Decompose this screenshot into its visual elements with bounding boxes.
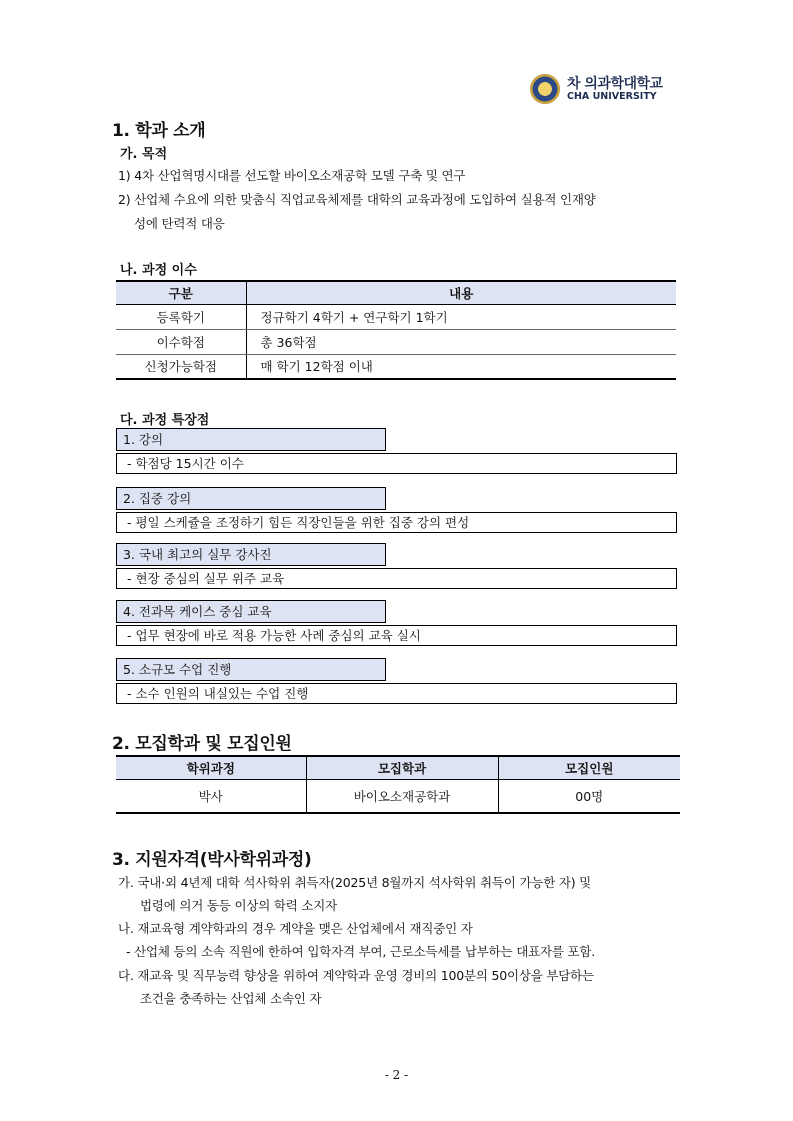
- table-cell: 바이오소재공학과: [306, 779, 498, 813]
- feature-desc: - 업무 현장에 바로 적용 가능한 사례 중심의 교육 실시: [116, 625, 677, 646]
- purpose-item-2-line1: 2) 산업체 수요에 의한 맞춤식 직업교육체제를 대학의 교육과정에 도입하여 실용적 인재양: [118, 192, 596, 207]
- table-cell: 신청가능학점: [116, 354, 246, 379]
- table-header-row: [116, 281, 676, 304]
- table-row: [116, 304, 676, 329]
- table-row: [116, 354, 676, 379]
- table-header-row: [116, 756, 680, 779]
- eligibility-line: - 산업체 등의 소속 직원에 한하여 입학자격 부여, 근로소득세를 납부하는 대표자를 포함.: [126, 944, 595, 959]
- feature-title: 1. 강의: [116, 428, 386, 451]
- logo-name-english: CHA UNIVERSITY: [567, 91, 657, 102]
- university-seal-icon: [530, 74, 560, 104]
- table-cell: 매 학기 12학점 이내: [260, 359, 373, 375]
- section3-title: 3. 지원자격(박사학위과정): [112, 850, 312, 870]
- feature-desc: - 학점당 15시간 이수: [116, 453, 677, 474]
- table-cell: 정규학기 4학기 + 연구학기 1학기: [246, 304, 676, 329]
- eligibility-line: 나. 재교육형 계약학과의 경우 계약을 맺은 산업체에서 재직중인 자: [118, 921, 473, 936]
- eligibility-line: 가. 국내·외 4년제 대학 석사학위 취득자(2025년 8월까지 석사학위 취득이 가능한 자) 및: [118, 875, 592, 890]
- table-cell: 이수학점: [116, 329, 246, 354]
- table-header: 모집인원: [498, 756, 680, 779]
- feature-title: 4. 전과목 케이스 중심 교육: [116, 600, 386, 623]
- course-heading: 나. 과정 이수: [120, 263, 197, 278]
- section1-title: 1. 학과 소개: [112, 121, 206, 141]
- feature-desc: - 소수 인원의 내실있는 수업 진행: [116, 683, 677, 704]
- table-cell: 박사: [116, 779, 306, 813]
- eligibility-line: 다. 재교육 및 직무능력 향상을 위하여 계약학과 운영 경비의 100분의 50이상을 부담하는: [118, 968, 594, 983]
- table-cell: 총 36학점: [246, 329, 676, 354]
- logo-name-korean: 차 의과학대학교: [567, 76, 663, 92]
- feature-title: 5. 소규모 수업 진행: [116, 658, 386, 681]
- feature-desc: - 평일 스케쥴을 조정하기 힘든 직장인들을 위한 집중 강의 편성: [116, 512, 677, 533]
- purpose-item-1: 1) 4차 산업혁명시대를 선도할 바이오소재공학 모델 구축 및 연구: [118, 168, 466, 183]
- eligibility-line: 법령에 의거 동등 이상의 학력 소지자: [140, 898, 337, 913]
- purpose-item-2-line2: 성에 탄력적 대응: [134, 216, 225, 231]
- feature-title: 2. 집중 강의: [116, 487, 386, 510]
- table-header: 내용: [246, 281, 676, 304]
- features-heading: 다. 과정 특장점: [120, 413, 210, 428]
- table-cell: 00명: [575, 788, 604, 804]
- section2-title: 2. 모집학과 및 모집인원: [112, 734, 292, 754]
- table-cell: 등록학기: [116, 304, 246, 329]
- table-row: [116, 779, 680, 813]
- purpose-heading: 가. 목적: [120, 147, 168, 162]
- recruitment-table: [116, 755, 680, 814]
- eligibility-line: 조건을 충족하는 산업체 소속인 자: [140, 991, 322, 1006]
- table-header: 모집학과: [306, 756, 498, 779]
- table-header: 학위과정: [116, 756, 306, 779]
- table-header: 구분: [116, 281, 246, 304]
- page-number: - 2 -: [384, 1068, 409, 1082]
- feature-title: 3. 국내 최고의 실무 강사진: [116, 543, 386, 566]
- course-table: [116, 280, 676, 380]
- university-logo: [530, 73, 700, 107]
- feature-desc: - 현장 중심의 실무 위주 교육: [116, 568, 677, 589]
- table-row: [116, 329, 676, 354]
